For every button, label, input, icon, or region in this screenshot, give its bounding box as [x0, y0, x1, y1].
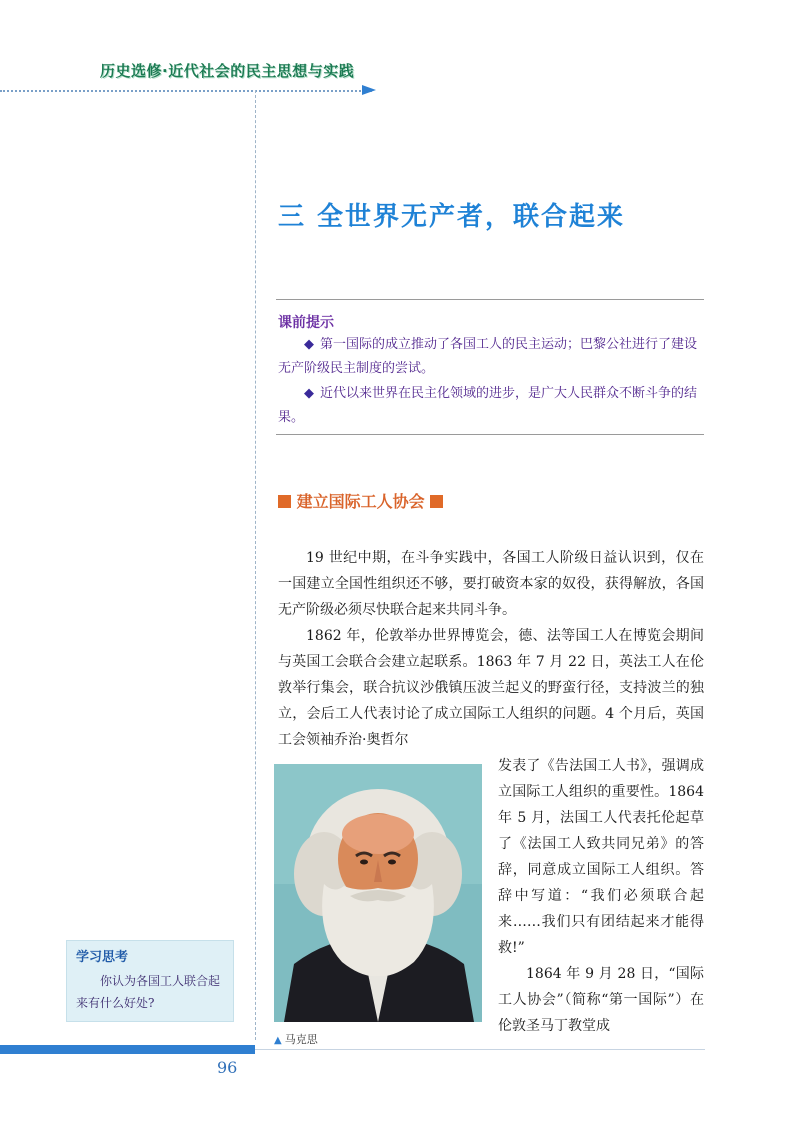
subsection-title: 建立国际工人协会	[296, 492, 425, 511]
diamond-bullet-icon: ◆	[304, 337, 314, 352]
bottom-bar	[0, 1045, 255, 1054]
square-marker-icon	[278, 495, 291, 508]
header-title: 历史选修·近代社会的民主思想与实践	[100, 62, 355, 80]
study-title: 学习思考	[76, 950, 129, 965]
triangle-marker-icon: ▲	[274, 1035, 282, 1046]
body-paragraph: 1864 年 9 月 28 日，“国际工人协会”（简称“第一国际”）在伦敦圣马丁教堂成	[498, 966, 704, 1034]
preview-item-text: 第一国际的成立推动了各国工人的民主运动；巴黎公社进行了建设无产阶级民主制度的尝试。	[278, 337, 698, 376]
subsection-heading	[278, 489, 443, 512]
preview-top-rule	[276, 299, 704, 300]
header-arrow-icon	[362, 85, 376, 95]
study-question: 你认为各国工人联合起来有什么好处?	[76, 974, 221, 1010]
bottom-rule	[255, 1049, 705, 1050]
square-marker-icon	[430, 495, 443, 508]
marx-portrait	[274, 764, 482, 1022]
margin-divider	[255, 90, 256, 1040]
preview-heading: 课前提示	[278, 315, 334, 331]
preview-bottom-rule	[276, 434, 704, 435]
page-number: 96	[217, 1058, 238, 1077]
figure-caption	[274, 1031, 318, 1047]
caption-text: 马克思	[284, 1033, 318, 1046]
body-paragraph: 1862 年，伦敦举办世界博览会，德、法等国工人在博览会期间与英国工会联合会建立起联系。1863 年 7 月 22 日，英法工人在伦敦举行集会，联合抗议沙俄镇压波兰起义的野蛮行径，支持波兰的独立，会后工人代表讨论了成立国际工人组织的问题。4 个月后，英国工会领袖乔治·奥哲尔	[278, 628, 704, 748]
preview-item-text: 近代以来世界在民主化领域的进步，是广大人民群众不断斗争的结果。	[278, 386, 698, 425]
preview-item	[278, 333, 704, 381]
body-paragraph: 19 世纪中期，在斗争实践中，各国工人阶级日益认识到，仅在一国建立全国性组织还不够，要打破资本家的奴役，获得解放，各国无产阶级必须尽快联合起来共同斗争。	[278, 550, 704, 618]
section-title: 三 全世界无产者，联合起来	[278, 202, 626, 232]
preview-item	[278, 382, 704, 430]
body-paragraph: 发表了《告法国工人书》，强调成立国际工人组织的重要性。1864 年 5 月，法国工人代表托伦起草了《法国工人致共同兄弟》的答辞，同意成立国际工人组织。答辞中写道：“我们必须联合起来……我们只有团结起来才能得救!”	[498, 758, 704, 956]
diamond-bullet-icon: ◆	[304, 386, 314, 401]
header-dotted-line	[0, 90, 372, 92]
